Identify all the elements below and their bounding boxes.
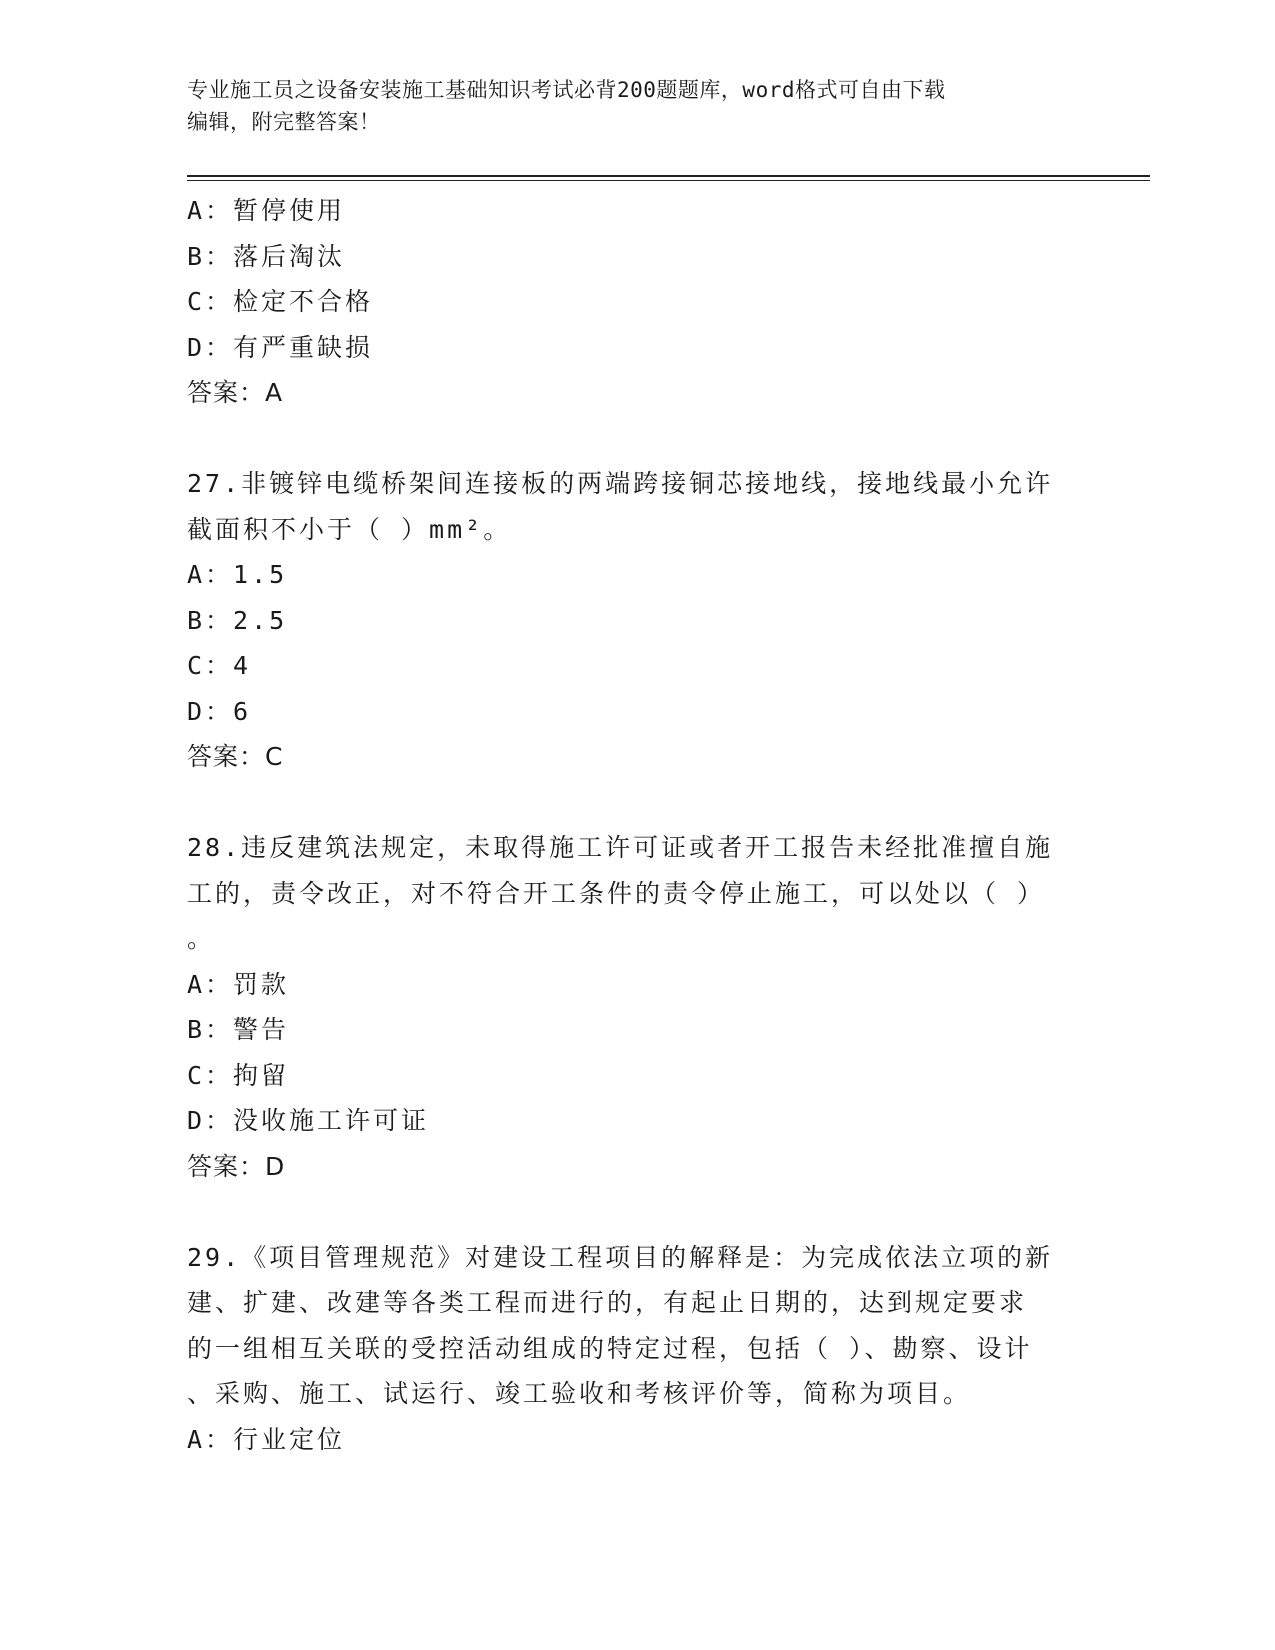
option-c: C：检定不合格 xyxy=(187,287,374,316)
question-stem-line: 工的，责令改正，对不符合开工条件的责令停止施工，可以处以（ ） xyxy=(187,878,1046,908)
header-title-line-1: 专业施工员之设备安装施工基础知识考试必背200题题库，word格式可自由下载 xyxy=(187,78,946,102)
question-stem-line: 28.违反建筑法规定，未取得施工许可证或者开工报告未经批准擅自施 xyxy=(187,833,1054,862)
page-header xyxy=(187,74,1067,138)
question-stem-line: 。 xyxy=(187,924,216,953)
question-stem-line: 的一组相互关联的受控活动组成的特定过程，包括（ ）、勘察、设计 xyxy=(187,1333,1033,1363)
option-d: D：6 xyxy=(187,696,252,726)
option-c: C：拘留 xyxy=(187,1060,290,1090)
question-26 xyxy=(187,188,1067,416)
question-stem-line: 建、扩建、改建等各类工程而进行的，有起止日期的，达到规定要求 xyxy=(187,1288,1028,1317)
header-divider-thin xyxy=(187,180,1150,181)
option-a: A：罚款 xyxy=(187,969,290,999)
option-a: A：暂停使用 xyxy=(187,196,346,225)
option-b: B：2.5 xyxy=(187,605,288,635)
option-b: B：警告 xyxy=(187,1015,290,1044)
option-c: C：4 xyxy=(187,651,252,680)
question-stem-line: 27.非镀锌电缆桥架间连接板的两端跨接铜芯接地线，接地线最小允许 xyxy=(187,469,1054,498)
header-title-line-2: 编辑，附完整答案！ xyxy=(187,110,381,134)
question-spacer xyxy=(187,780,1067,826)
question-27 xyxy=(187,461,1067,780)
answer-line: 答案：D xyxy=(187,1151,286,1181)
question-29 xyxy=(187,1235,1067,1463)
question-spacer xyxy=(187,416,1067,462)
option-d: D：有严重缺损 xyxy=(187,332,374,362)
question-stem-line: 29.《项目管理规范》对建设工程项目的解释是：为完成依法立项的新 xyxy=(187,1242,1054,1272)
option-a: A：1.5 xyxy=(187,560,288,589)
question-spacer xyxy=(187,1189,1067,1235)
question-stem-line: 截面积不小于（ ）mm²。 xyxy=(187,514,512,544)
answer-line: 答案：C xyxy=(187,742,284,771)
option-b: B：落后淘汰 xyxy=(187,241,346,271)
question-28 xyxy=(187,825,1067,1189)
option-a: A：行业定位 xyxy=(187,1424,346,1454)
header-divider-thick xyxy=(187,175,1150,177)
question-stem-line: 、采购、施工、试运行、竣工验收和考核评价等，简称为项目。 xyxy=(187,1379,972,1408)
answer-line: 答案：A xyxy=(187,378,284,407)
option-d: D：没收施工许可证 xyxy=(187,1106,430,1135)
question-content xyxy=(187,188,1067,1462)
